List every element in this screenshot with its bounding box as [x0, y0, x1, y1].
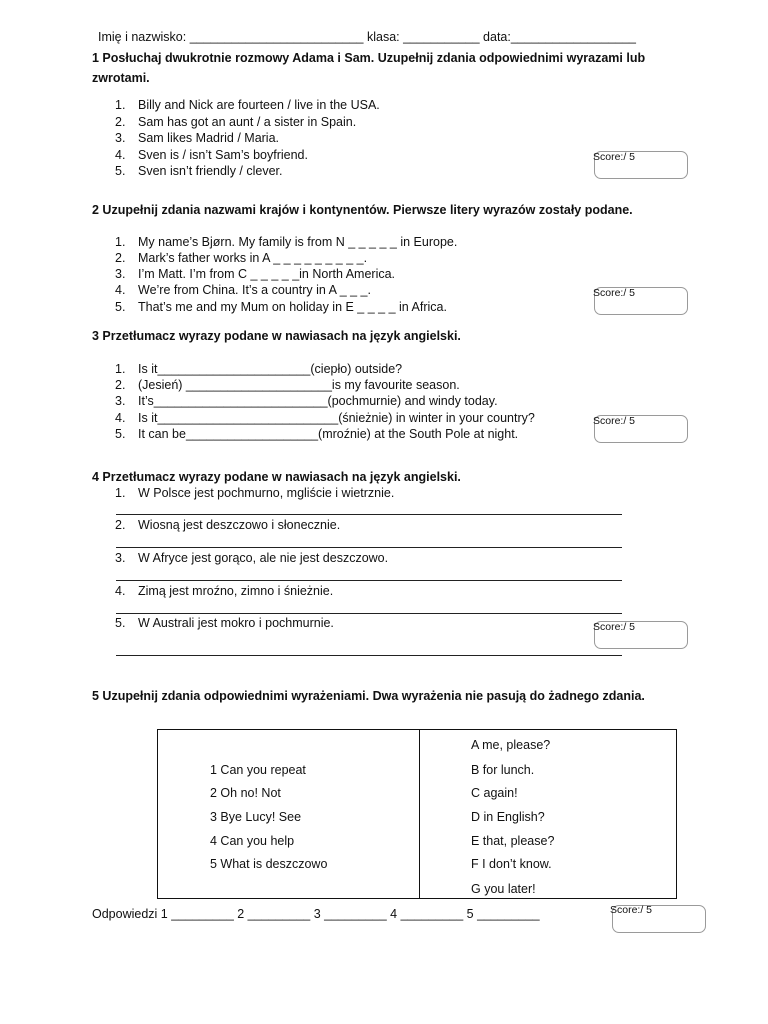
- list-item: Sam likes Madrid / Maria.: [138, 131, 280, 145]
- list-item: My name’s Bjørn. My family is from N _ _ _ _ _ in Europe.: [138, 235, 458, 249]
- sentence-start: 1 Can you repeat: [210, 763, 306, 777]
- score-label: Score:/ 5: [593, 287, 636, 299]
- sentence-ending: D in English?: [471, 810, 545, 824]
- item-number: 3.: [115, 267, 126, 281]
- item-number: 5.: [115, 300, 126, 314]
- sentence-ending: G you later!: [471, 882, 536, 896]
- list-item: Sam has got an aunt / a sister in Spain.: [138, 115, 357, 129]
- list-item: Billy and Nick are fourteen / live in the USA.: [138, 98, 380, 112]
- answers-line[interactable]: Odpowiedzi 1 _________ 2 _________ 3 _________ 4 _________ 5 _________: [92, 907, 540, 921]
- score-label: Score:/ 5: [610, 904, 653, 916]
- sentence-start: 5 What is deszczowo: [210, 857, 328, 871]
- item-number: 4.: [115, 283, 126, 297]
- item-number: 4.: [115, 148, 126, 162]
- item-number: 5.: [115, 164, 126, 178]
- list-item: Is it__________________________(śnieżnie) in winter in your country?: [138, 411, 535, 425]
- item-number: 1.: [115, 98, 126, 112]
- list-item: Zimą jest mroźno, zimno i śnieżnie.: [138, 584, 334, 598]
- item-number: 2.: [115, 115, 126, 129]
- table-divider: [419, 730, 420, 898]
- list-item: We’re from China. It’s a country in A _ _ _.: [138, 283, 371, 297]
- list-item: W Australi jest mokro i pochmurnie.: [138, 616, 334, 630]
- sentence-ending: E that, please?: [471, 834, 555, 848]
- item-number: 2.: [115, 251, 126, 265]
- list-item: Mark’s father works in A _ _ _ _ _ _ _ _ _.: [138, 251, 368, 265]
- section-2-title: 2 Uzupełnij zdania nazwami krajów i kontynentów. Pierwsze litery wyrazów zostały podane.: [92, 203, 633, 217]
- item-number: 4.: [115, 411, 126, 425]
- score-label: Score:/ 5: [593, 621, 636, 633]
- answer-line[interactable]: [116, 613, 622, 614]
- list-item: W Polsce jest pochmurno, mgliście i wietrznie.: [138, 486, 395, 500]
- item-number: 1.: [115, 362, 126, 376]
- name-class-date-header: Imię i nazwisko: _________________________ klasa: ___________ data:__________________: [98, 30, 636, 44]
- list-item: Wiosną jest deszczowo i słonecznie.: [138, 518, 341, 532]
- answer-line[interactable]: [116, 547, 622, 548]
- list-item: Sven is / isn’t Sam’s boyfriend.: [138, 148, 308, 162]
- item-number: 5.: [115, 427, 126, 441]
- item-number: 4.: [115, 584, 126, 598]
- section-1-title: 1 Posłuchaj dwukrotnie rozmowy Adama i Sam. Uzupełnij zdania odpowiednimi wyrazami lub: [92, 51, 646, 65]
- list-item: W Afryce jest gorąco, ale nie jest deszczowo.: [138, 551, 389, 565]
- item-number: 2.: [115, 378, 126, 392]
- section-3-title: 3 Przetłumacz wyrazy podane w nawiasach na język angielski.: [92, 329, 461, 343]
- list-item: I’m Matt. I’m from C _ _ _ _ _in North America.: [138, 267, 396, 281]
- item-number: 3.: [115, 131, 126, 145]
- sentence-start: 3 Bye Lucy! See: [210, 810, 302, 824]
- section-5-title: 5 Uzupełnij zdania odpowiednimi wyrażeniami. Dwa wyrażenia nie pasują do żadnego zdania.: [92, 689, 645, 703]
- list-item: Sven isn’t friendly / clever.: [138, 164, 283, 178]
- matching-table: [157, 729, 677, 899]
- list-item: Is it______________________(ciepło) outside?: [138, 362, 403, 376]
- sentence-ending: F I don’t know.: [471, 857, 552, 871]
- answer-line[interactable]: [116, 655, 622, 656]
- section-4-title: 4 Przetłumacz wyrazy podane w nawiasach na język angielski.: [92, 470, 461, 484]
- item-number: 2.: [115, 518, 126, 532]
- sentence-start: 4 Can you help: [210, 834, 295, 848]
- list-item: It can be___________________(mroźnie) at the South Pole at night.: [138, 427, 519, 441]
- item-number: 3.: [115, 394, 126, 408]
- answer-line[interactable]: [116, 580, 622, 581]
- section-1-title-cont: zwrotami.: [92, 71, 150, 85]
- sentence-ending: C again!: [471, 786, 518, 800]
- sentence-start: 2 Oh no! Not: [210, 786, 281, 800]
- answer-line[interactable]: [116, 514, 622, 515]
- score-label: Score:/ 5: [593, 415, 636, 427]
- score-label: Score:/ 5: [593, 151, 636, 163]
- list-item: (Jesień) _____________________is my favourite season.: [138, 378, 460, 392]
- item-number: 1.: [115, 235, 126, 249]
- sentence-ending: B for lunch.: [471, 763, 535, 777]
- list-item: That’s me and my Mum on holiday in E _ _ _ _ in Africa.: [138, 300, 447, 314]
- sentence-ending: A me, please?: [471, 738, 551, 752]
- item-number: 5.: [115, 616, 126, 630]
- list-item: It’s_________________________(pochmurnie) and windy today.: [138, 394, 498, 408]
- item-number: 3.: [115, 551, 126, 565]
- item-number: 1.: [115, 486, 126, 500]
